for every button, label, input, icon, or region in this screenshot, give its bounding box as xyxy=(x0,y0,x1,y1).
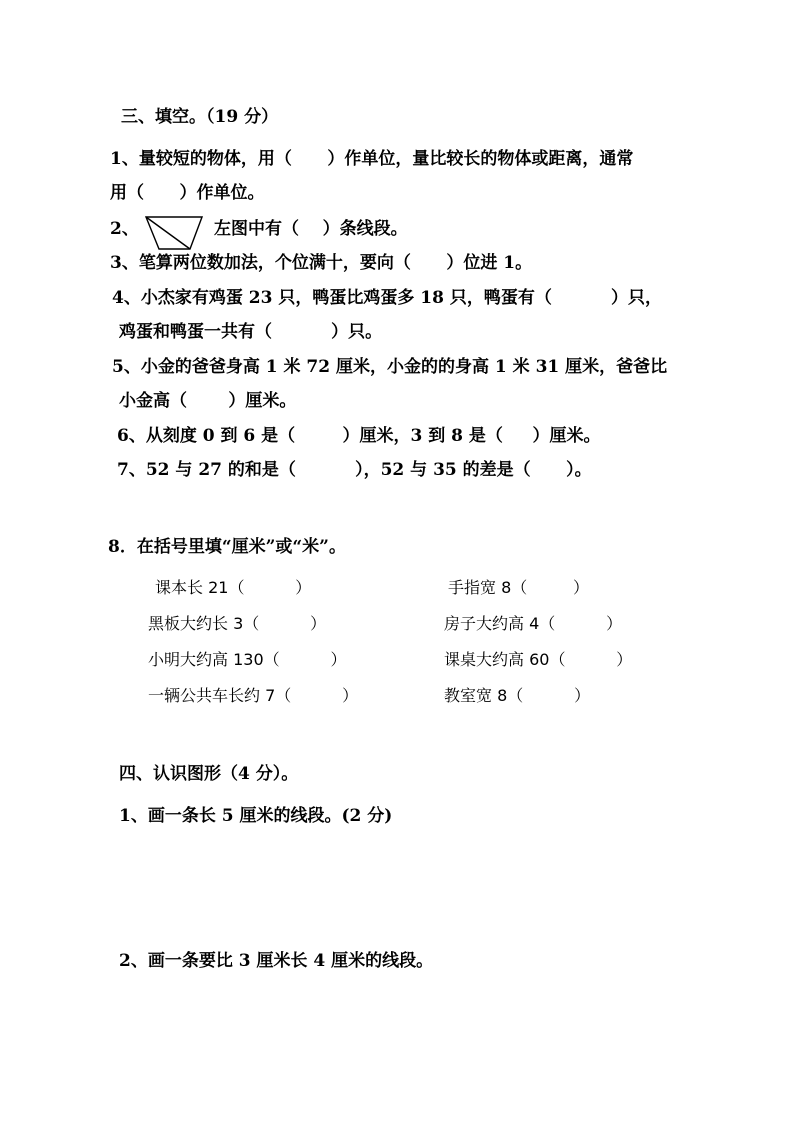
unit-item-desk: 课桌大约高 60（ ） xyxy=(444,650,633,669)
question-6: 6、从刻度 0 到 6 是（ ）厘米，3 到 8 是（ ）厘米。 xyxy=(117,426,601,446)
question-5-line1: 5、小金的爸爸身高 1 米 72 厘米，小金的的身高 1 米 31 厘米，爸爸比 xyxy=(112,357,668,377)
question-1-line2: 用（ ）作单位。 xyxy=(110,183,265,203)
unit-item-house: 房子大约高 4（ ） xyxy=(444,614,623,633)
trapezoid-figure xyxy=(145,216,203,250)
unit-item-xiaoming: 小明大约高 130（ ） xyxy=(148,650,347,669)
question-2-number: 2、 xyxy=(110,219,139,239)
section4-heading: 四、认识图形（4 分）。 xyxy=(119,764,299,784)
section3-heading: 三、填空。（19 分） xyxy=(121,107,279,127)
unit-item-bus: 一辆公共车长约 7（ ） xyxy=(148,686,359,705)
question-1-line1: 1、量较短的物体，用（ ）作单位，量比较长的物体或距离，通常 xyxy=(110,149,634,169)
question-4-line1: 4、小杰家有鸡蛋 23 只，鸭蛋比鸡蛋多 18 只，鸭蛋有（ ）只， xyxy=(112,288,663,308)
section8-heading: 8．在括号里填“厘米”或“米”。 xyxy=(108,537,346,557)
unit-item-textbook: 课本长 21（ ） xyxy=(155,578,312,597)
section4-question-1: 1、画一条长 5 厘米的线段。(2 分) xyxy=(119,806,393,826)
question-5-line2: 小金高（ ）厘米。 xyxy=(119,391,297,411)
unit-item-classroom: 教室宽 8（ ） xyxy=(444,686,591,705)
unit-item-finger: 手指宽 8（ ） xyxy=(448,578,590,597)
unit-item-blackboard: 黑板大约长 3（ ） xyxy=(148,614,327,633)
question-3: 3、笔算两位数加法，个位满十，要向（ ）位进 1。 xyxy=(110,253,533,273)
question-4-line2: 鸡蛋和鸭蛋一共有（ ）只。 xyxy=(119,322,383,342)
question-7: 7、52 与 27 的和是（ ），52 与 35 的差是（ ）。 xyxy=(117,460,592,480)
section4-question-2: 2、画一条要比 3 厘米长 4 厘米的线段。 xyxy=(119,951,434,971)
question-2-text: 左图中有（ ）条线段。 xyxy=(214,219,408,239)
